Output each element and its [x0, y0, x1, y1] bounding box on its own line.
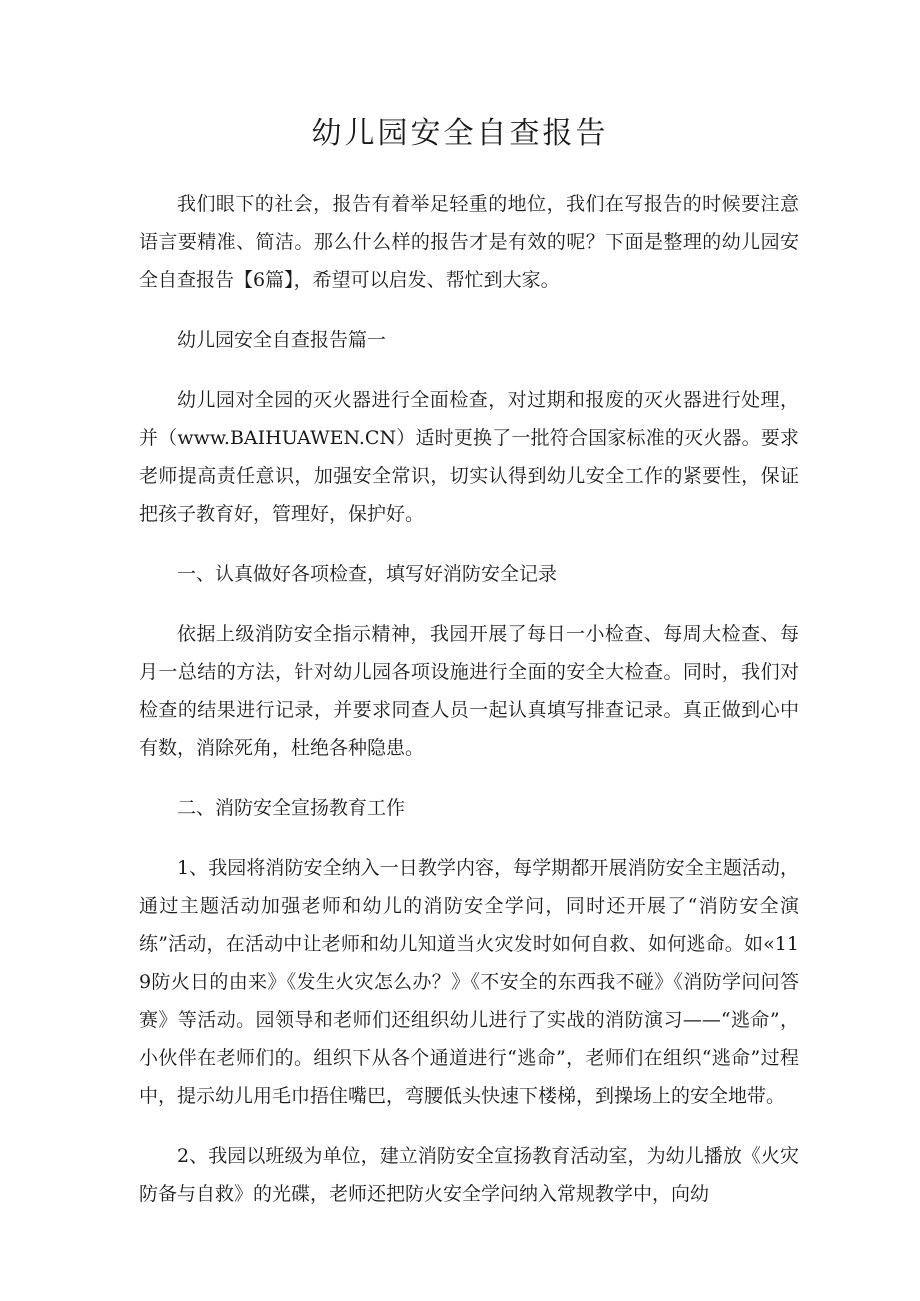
paragraph-education-1: 1、我园将消防安全纳入一日教学内容，每学期都开展消防安全主题活动，通过主题活动加强老师和幼儿的消防安全学问，同时还开展了“消防安全演练”活动，在活动中让老师和幼儿知道当火灾发时如何自救、如何逃命。如«119防火日的由来》《发生火灾怎么办？》《不安全的东西我不碰》《消防学问问答赛》等活动。园领导和老师们还组织幼儿进行了实战的消防演习——“逃命”，小伙伴在老师们的。组织下从各个通道进行“逃命”，老师们在组织“逃命”过程中，提示幼儿用毛巾捂住嘴巴，弯腰低头快速下楼梯，到操场上的安全地带。: [139, 857, 799, 1107]
heading-education: 二、消防安全宣扬教育工作: [177, 797, 406, 819]
paragraph-extinguishers: 幼儿园对全园的灭火器进行全面检查，对过期和报废的灭火器进行处理，并（www.BAIHUAWEN.CN）适时更换了一批符合国家标准的灭火器。要求老师提高责任意识，加强安全常识，切实认得到幼儿安全工作的紧要性，保证把孩子教育好，管理好，保护好。: [139, 389, 799, 525]
paragraph-education-2: 2、我园以班级为单位，建立消防安全宣扬教育活动室，为幼儿播放《火灾防备与自救》的光碟，老师还把防火安全学问纳入常规教学中，向幼: [139, 1145, 799, 1205]
document-title: 幼儿园安全自查报告: [311, 116, 609, 151]
heading-inspections: 一、认真做好各项检查，填写好消防安全记录: [177, 563, 558, 585]
intro-paragraph: 我们眼下的社会，报告有着举足轻重的地位，我们在写报告的时候要注意语言要精准、简洁。那么什么样的报告才是有效的呢？下面是整理的幼儿园安全自查报告【6篇】，希望可以启发、帮忙到大家。: [139, 193, 799, 291]
section-title: 幼儿园安全自查报告篇一: [177, 329, 387, 351]
paragraph-inspections: 依据上级消防安全指示精神，我园开展了每日一小检查、每周大检查、每月一总结的方法，针对幼儿园各项设施进行全面的安全大检查。同时，我们对检查的结果进行记录，并要求同查人员一起认真填写排查记录。真正做到心中有数，消除死角，杜绝各种隐患。: [139, 623, 799, 759]
document-body: [139, 185, 799, 1235]
